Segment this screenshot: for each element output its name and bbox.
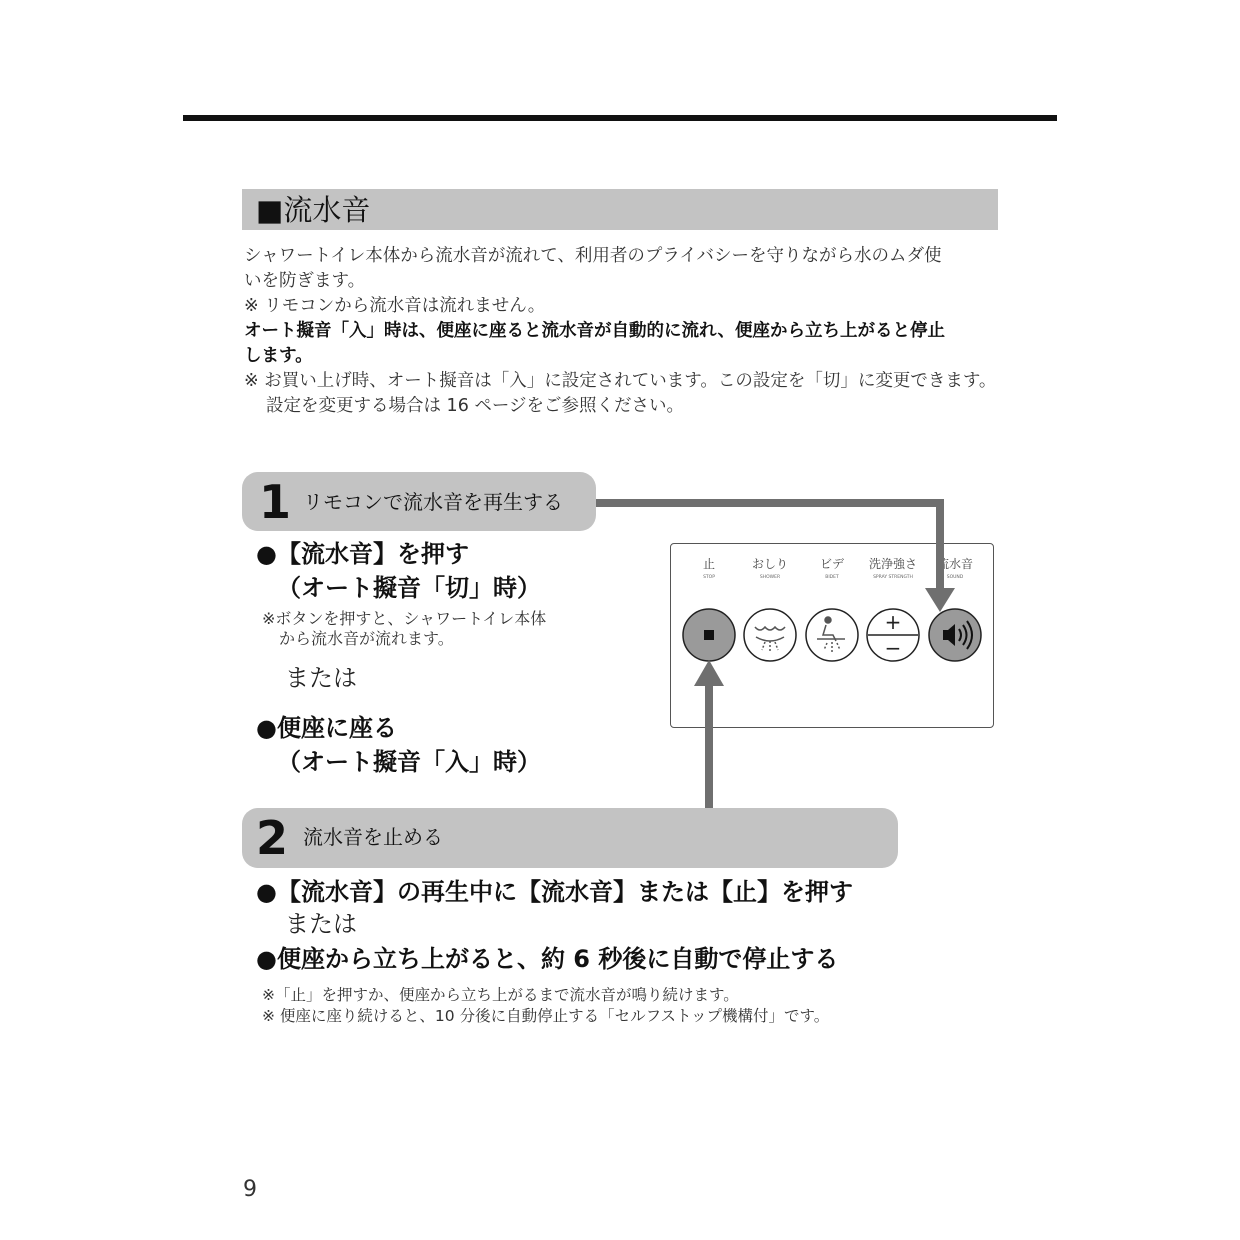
- intro-note: 設定を変更する場合は 16 ページをご参照ください。: [266, 396, 685, 416]
- step2-number: 2: [256, 811, 289, 865]
- remote-label-stop: 止: [702, 557, 716, 571]
- step2-note: ※「止」を押すか、便座から立ち上がるまで流水音が鳴り続けます。: [262, 986, 739, 1004]
- step1-or: または: [285, 664, 357, 692]
- remote-label-strength: 洗浄強さ: [868, 557, 918, 571]
- remote-sublabel-stop: STOP: [703, 575, 715, 580]
- remote-stop-button[interactable]: [683, 609, 735, 661]
- remote-sublabel-strength: SPRAY STRENGTH: [873, 575, 913, 580]
- section-title: ■流水音: [256, 193, 371, 227]
- intro-note: ※ お買い上げ時、オート擬音は「入」に設定されています。この設定を「切」に変更できます。: [244, 371, 997, 391]
- remote-spray-strength-button[interactable]: [867, 609, 919, 661]
- step1-bullet-condition: （オート擬音「入」時）: [277, 748, 541, 776]
- page-number: 9: [243, 1177, 257, 1202]
- intro-bold-line: します。: [244, 346, 313, 366]
- step1-number: 1: [259, 475, 292, 529]
- remote-bidet-button[interactable]: [806, 609, 858, 661]
- step2-note: ※ 便座に座り続けると、10 分後に自動停止する「セルフストップ機構付」です。: [262, 1007, 830, 1025]
- step1-bullet-sit: ●便座に座る: [256, 714, 397, 742]
- remote-sublabel-bidet: BIDET: [825, 575, 839, 580]
- step1-note: ※ボタンを押すと、シャワートイレ本体: [262, 609, 547, 628]
- remote-sublabel-sound: SOUND: [946, 575, 964, 580]
- remote-label-shower: おしり: [751, 557, 789, 571]
- arrow-to-stop-button: [694, 660, 724, 808]
- step2-or: または: [285, 910, 357, 938]
- minus-icon: −: [884, 636, 902, 660]
- remote-label-bidet: ビデ: [819, 557, 845, 571]
- remote-shower-button[interactable]: [744, 609, 796, 661]
- intro-bold-line: オート擬音「入」時は、便座に座ると流水音が自動的に流れ、便座から立ち上がると停止: [244, 321, 946, 341]
- intro-note: ※ リモコンから流水音は流れません。: [244, 296, 546, 316]
- step1-bullet-condition: （オート擬音「切」時）: [277, 574, 541, 602]
- step1-bullet-press-sound: ●【流水音】を押す: [256, 540, 469, 568]
- plus-icon: +: [884, 610, 902, 634]
- remote-sublabel-shower: SHOWER: [759, 575, 781, 580]
- step1-label: リモコンで流水音を再生する: [303, 490, 563, 514]
- intro-line: シャワートイレ本体から流水音が流れて、利用者のプライバシーを守りながら水のムダ使: [244, 246, 942, 266]
- remote-label-sound: 流水音: [936, 557, 974, 571]
- remote-sound-button[interactable]: [929, 609, 981, 661]
- intro-line: いを防ぎます。: [244, 271, 366, 291]
- stop-icon: [704, 630, 714, 640]
- step2-bullet-auto-stop: ●便座から立ち上がると、約 6 秒後に自動で停止する: [256, 945, 839, 973]
- step2-bullet-press-stop: ●【流水音】の再生中に【流水音】または【止】を押す: [256, 878, 853, 906]
- step1-note: から流水音が流れます。: [279, 629, 454, 648]
- step2-label: 流水音を止める: [303, 825, 443, 849]
